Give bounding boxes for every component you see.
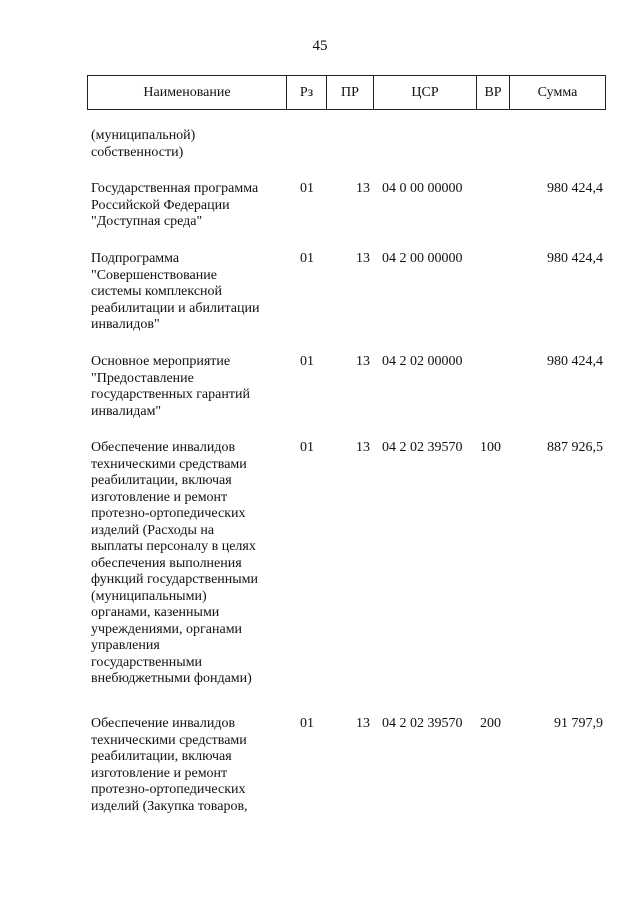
header-rz: Рз — [287, 76, 327, 109]
header-csr: ЦСР — [374, 76, 477, 109]
row-name: (муниципальной) собственности) — [91, 128, 196, 160]
row-name: Подпрограмма "Совершенствование системы комплексной реабилитации и абилитации инвалидов" — [91, 251, 260, 332]
row-pr: 13 — [356, 716, 370, 731]
row-vr: 100 — [480, 440, 501, 455]
page-number: 45 — [312, 38, 328, 54]
row-csr: 04 2 02 00000 — [382, 354, 463, 369]
header-vr: ВР — [477, 76, 510, 109]
row-sum: 91 797,9 — [554, 716, 603, 731]
row-pr: 13 — [356, 181, 370, 196]
row-name: Обеспечение инвалидов техническими средствами реабилитации, включая изготовление и ремонт протезно-ортопедических изделий (Закупка товаров, — [91, 716, 248, 814]
row-pr: 13 — [356, 440, 370, 455]
row-rz: 01 — [300, 181, 314, 196]
row-rz: 01 — [300, 354, 314, 369]
row-sum: 980 424,4 — [547, 181, 603, 196]
row-pr: 13 — [356, 251, 370, 266]
row-name: Обеспечение инвалидов техническими средствами реабилитации, включая изготовление и ремонт протезно-ортопедических изделий (Расходы на выплаты персоналу в целях обеспечения выполнения функций государственными (муниципальными) органами, казенными учреждениями, органами управления государственными внебюджетными фондами) — [91, 440, 259, 686]
row-vr: 200 — [480, 716, 501, 731]
row-csr: 04 0 00 00000 — [382, 181, 463, 196]
row-rz: 01 — [300, 440, 314, 455]
row-csr: 04 2 02 39570 — [382, 716, 463, 731]
row-sum: 980 424,4 — [547, 251, 603, 266]
row-pr: 13 — [356, 354, 370, 369]
table-header — [87, 75, 606, 110]
row-csr: 04 2 02 39570 — [382, 440, 463, 455]
header-sum: Сумма — [537, 84, 578, 100]
row-name: Основное мероприятие "Предоставление государственных гарантий инвалидам" — [91, 354, 250, 419]
row-name: Государственная программа Российской Федерации "Доступная среда" — [91, 181, 259, 229]
row-rz: 01 — [300, 251, 314, 266]
row-sum: 980 424,4 — [547, 354, 603, 369]
header-pr: ПР — [327, 76, 374, 109]
row-sum: 887 926,5 — [547, 440, 603, 455]
row-rz: 01 — [300, 716, 314, 731]
row-csr: 04 2 00 00000 — [382, 251, 463, 266]
header-name: Наименование — [88, 76, 287, 109]
